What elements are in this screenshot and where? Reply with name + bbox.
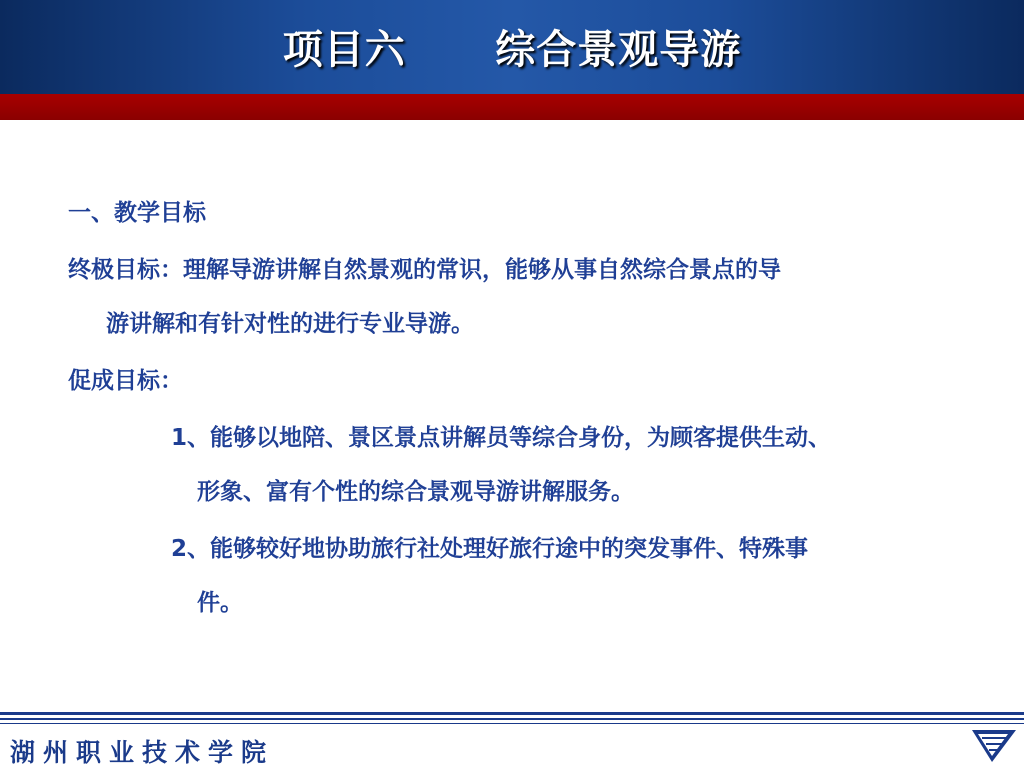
ultimate-goal-line-2: 游讲解和有针对性的进行专业导游。 — [106, 311, 474, 337]
promote-item-1-line-1: 1、能够以地陪、景区景点讲解员等综合身份，为顾客提供生动、 — [171, 425, 832, 451]
institution-name: 湖州职业技术学院 — [10, 738, 275, 767]
promote-goal-label: 促成目标： — [68, 368, 183, 394]
promote-item-2-line-2: 件。 — [197, 590, 243, 616]
slide-title: 项目六 综合景观导游 — [282, 27, 742, 73]
promote-item-1-line-2: 形象、富有个性的综合景观导游讲解服务。 — [197, 479, 634, 505]
school-logo-icon — [968, 728, 1018, 764]
red-accent-band — [0, 94, 1024, 120]
ultimate-goal-line-1: 终极目标：理解导游讲解自然景观的常识，能够从事自然综合景点的导 — [68, 257, 781, 283]
promote-item-2-line-1: 2、能够较好地协助旅行社处理好旅行途中的突发事件、特殊事 — [171, 536, 809, 562]
section-heading: 一、教学目标 — [68, 200, 206, 226]
